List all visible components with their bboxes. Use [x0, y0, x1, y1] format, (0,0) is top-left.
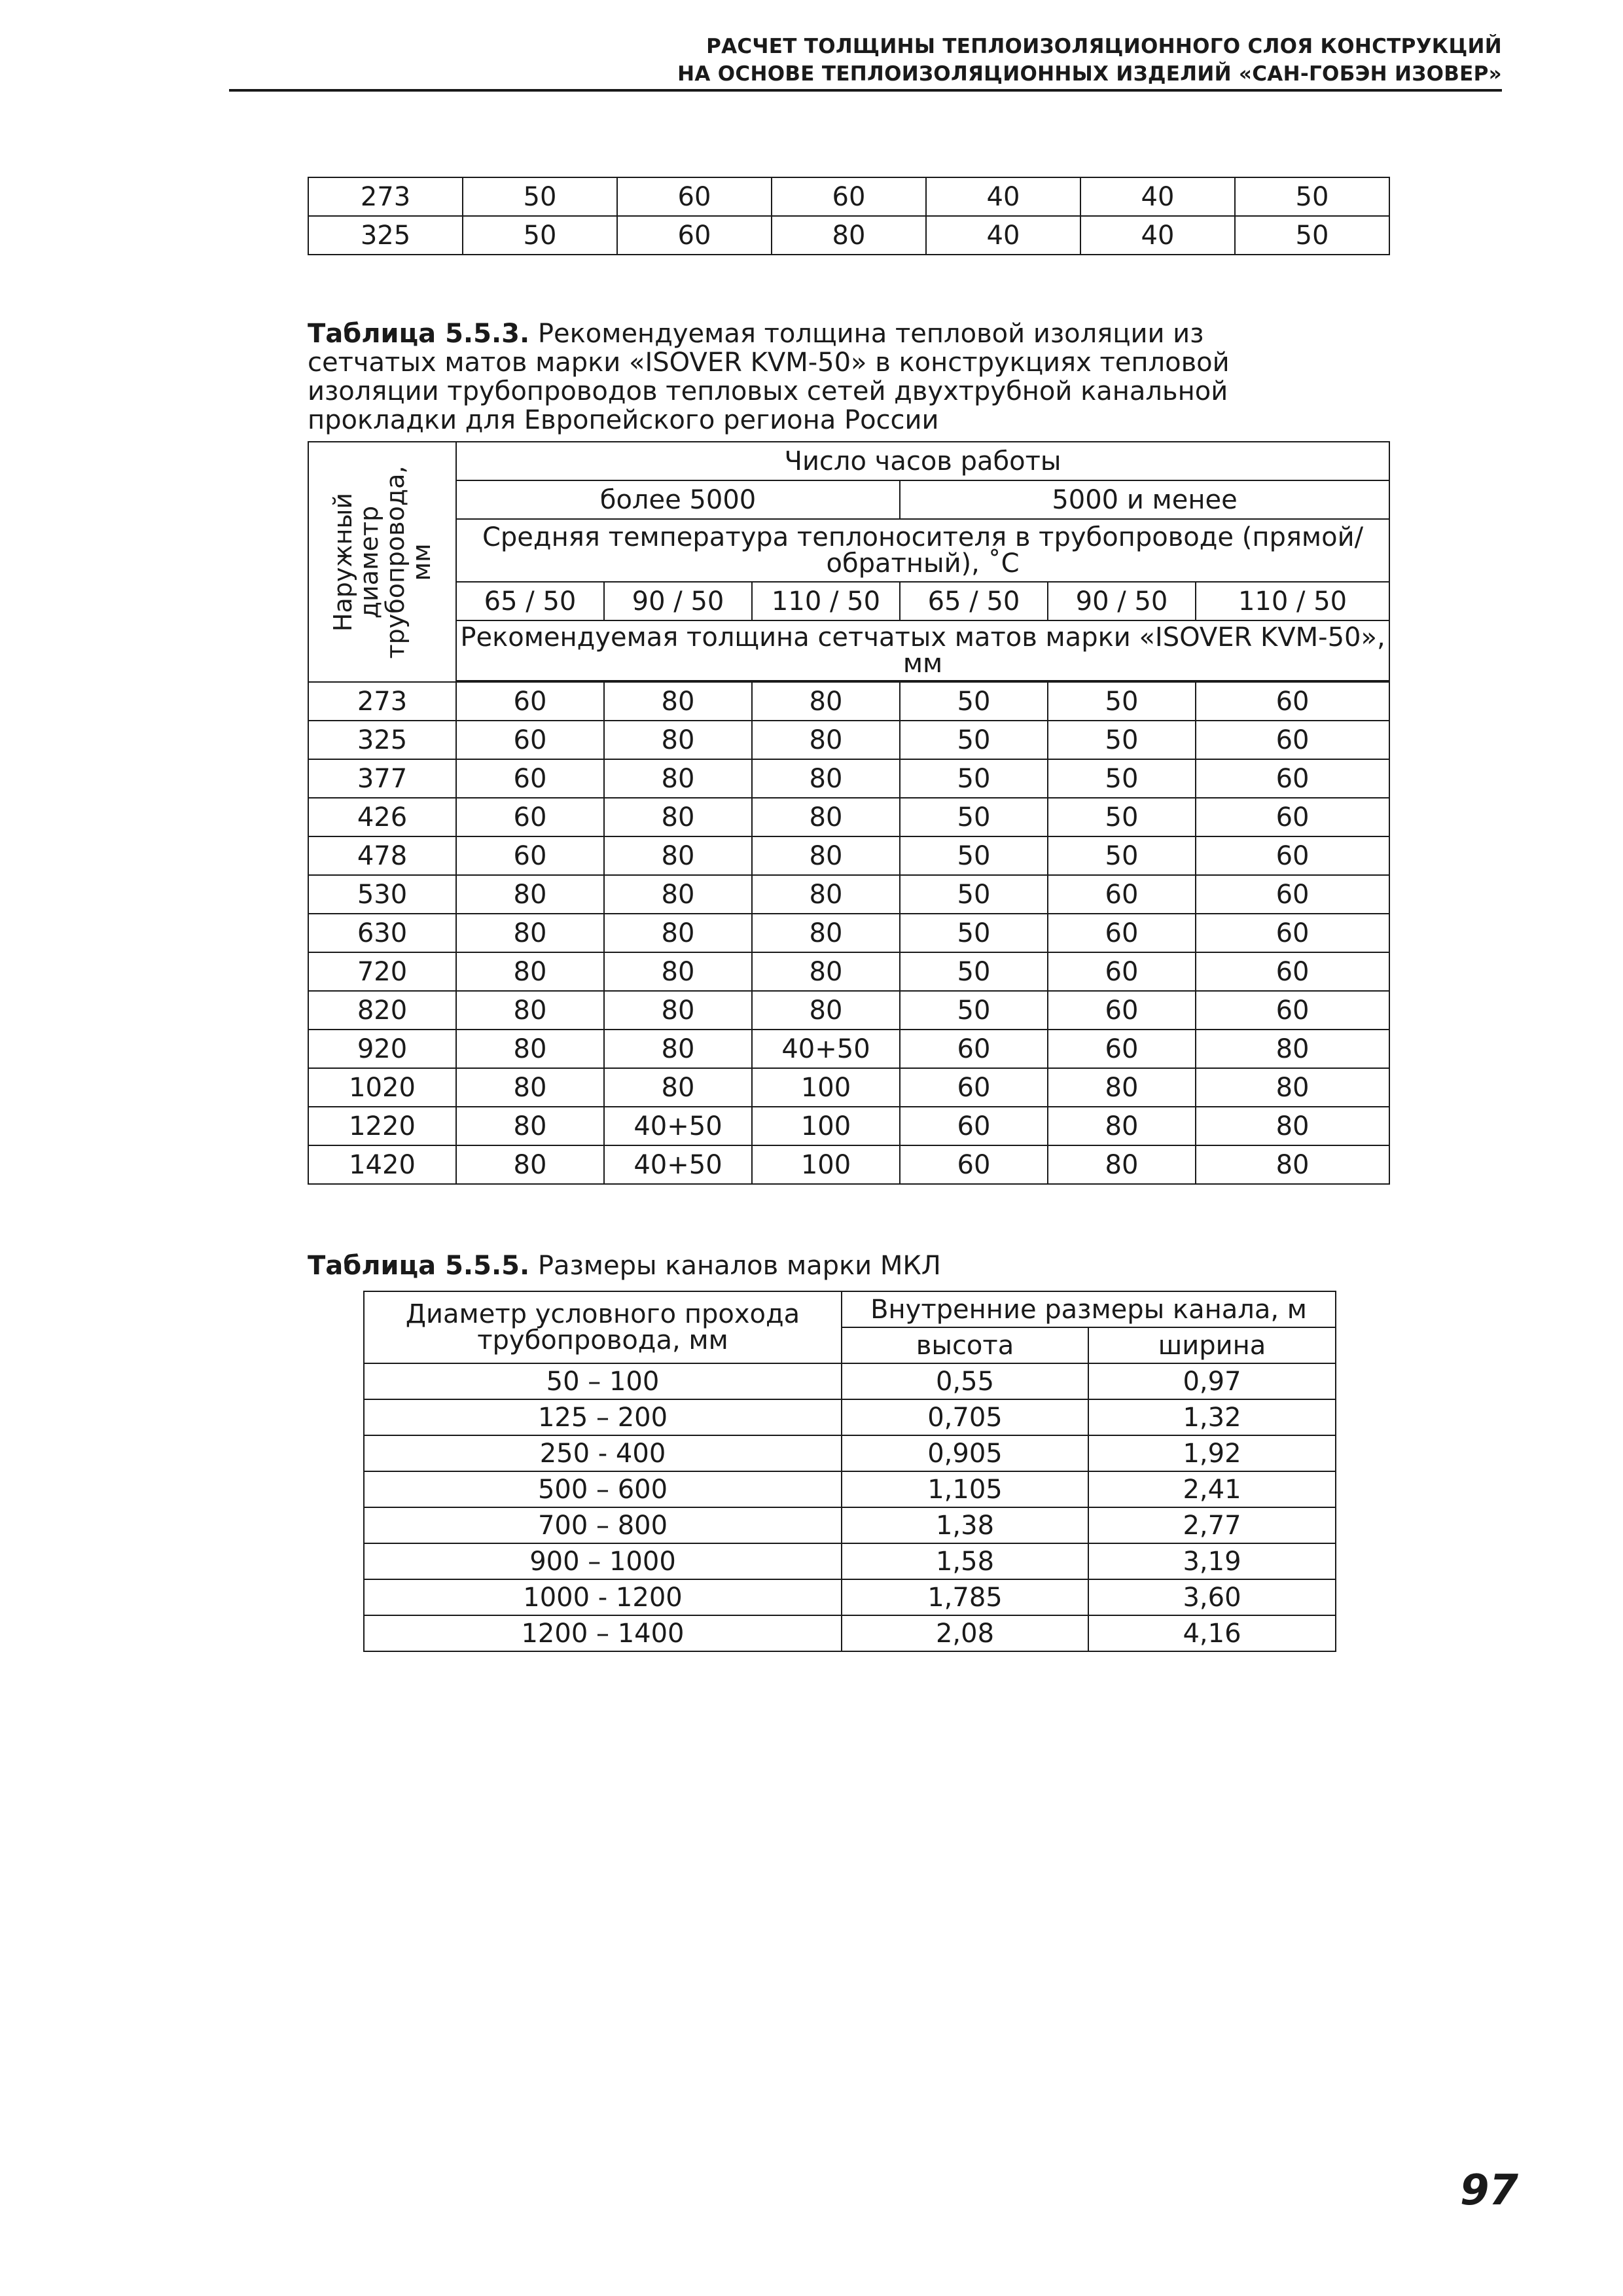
table-cell: 2,08: [842, 1615, 1088, 1651]
table-cell: 40+50: [604, 1145, 752, 1184]
table-cell: 50: [1048, 836, 1196, 875]
table-cell: 1,58: [842, 1543, 1088, 1579]
table-cell: 80: [752, 836, 900, 875]
table-cell: 60: [456, 759, 604, 798]
table-cell: 1220: [308, 1107, 456, 1145]
table-cell: 60: [456, 798, 604, 836]
table-cell: 377: [308, 759, 456, 798]
table-cell: 80: [604, 991, 752, 1030]
table-cell: 80: [604, 721, 752, 759]
table-cell: 0,97: [1088, 1363, 1336, 1399]
table-555: [363, 1291, 1336, 1652]
header-rule: [229, 89, 1502, 92]
table-cell: 60: [1196, 952, 1389, 991]
table-row: [308, 836, 1389, 875]
table-cell: 60: [900, 1107, 1048, 1145]
table-cell: 80: [752, 682, 900, 721]
table-553: [308, 441, 1390, 1185]
table-555-caption-text: Размеры каналов марки МКЛ: [529, 1251, 941, 1281]
table-cell: 80: [456, 1068, 604, 1107]
table-row: [308, 177, 1389, 216]
table-cell: 1,785: [842, 1579, 1088, 1615]
table-row: [364, 1363, 1336, 1399]
table-cell: 80: [456, 1145, 604, 1184]
table-cell: 80: [456, 1107, 604, 1145]
table-cell: 530: [308, 875, 456, 914]
temperature-column-header: 110 / 50: [1196, 582, 1389, 620]
table-cell: 50: [900, 721, 1048, 759]
table-cell: 80: [1196, 1030, 1389, 1068]
table-cell: 1200 – 1400: [364, 1615, 842, 1651]
table-cell: 426: [308, 798, 456, 836]
table-cell: 60: [1048, 991, 1196, 1030]
table-cell: 0,905: [842, 1435, 1088, 1471]
table-row: [364, 1507, 1336, 1543]
table-cell: 80: [772, 216, 926, 255]
table-cell: 80: [1196, 1068, 1389, 1107]
table-cell: 125 – 200: [364, 1399, 842, 1435]
table-cell: 325: [308, 721, 456, 759]
table-cell: 80: [604, 759, 752, 798]
table-cell: 80: [456, 914, 604, 952]
table-cell: 80: [456, 875, 604, 914]
table-cell: 250 - 400: [364, 1435, 842, 1471]
table-cell: 273: [308, 682, 456, 721]
table-cell: 80: [604, 682, 752, 721]
table-cell: 80: [604, 1030, 752, 1068]
table-cell: 50: [900, 914, 1048, 952]
table-cell: 900 – 1000: [364, 1543, 842, 1579]
table-row: [308, 798, 1389, 836]
table-cell: 1000 - 1200: [364, 1579, 842, 1615]
table-row: [364, 1543, 1336, 1579]
table-cell: 80: [604, 952, 752, 991]
table-cell: 50: [463, 177, 617, 216]
table-row: [308, 875, 1389, 914]
table-555-caption: [308, 1251, 1289, 1280]
table-row: [364, 1579, 1336, 1615]
table-cell: 80: [456, 952, 604, 991]
table-row: [364, 1435, 1336, 1471]
hours-header: Число часов работы: [456, 442, 1389, 480]
table-cell: 50: [1235, 177, 1389, 216]
table-cell: 0,705: [842, 1399, 1088, 1435]
table-cell: 60: [1048, 914, 1196, 952]
table-row: [364, 1615, 1336, 1651]
table-cell: 80: [604, 798, 752, 836]
table-cell: 80: [1048, 1145, 1196, 1184]
table-cell: 60: [617, 177, 772, 216]
table-cell: 80: [1048, 1068, 1196, 1107]
table-cell: 80: [752, 875, 900, 914]
table-cell: 80: [604, 836, 752, 875]
table-553-caption-label: Таблица 5.5.3.: [308, 319, 530, 349]
width-header: ширина: [1088, 1327, 1336, 1363]
table-row: [308, 1030, 1389, 1068]
table-cell: 1,92: [1088, 1435, 1336, 1471]
table-cell: 920: [308, 1030, 456, 1068]
table-cell: 60: [900, 1030, 1048, 1068]
thickness-header: Рекомендуемая толщина сетчатых матов марки «ISOVER KVM-50», мм: [456, 620, 1389, 681]
table-cell: 60: [1196, 914, 1389, 952]
table-cell: 40+50: [604, 1107, 752, 1145]
table-row: [308, 1107, 1389, 1145]
table-cell: 50: [1235, 216, 1389, 255]
table-row: [308, 721, 1389, 759]
height-header: высота: [842, 1327, 1088, 1363]
diameter-column-header-text: Наружный диаметр трубопровода, мм: [329, 465, 436, 658]
table-cell: 60: [617, 216, 772, 255]
table-cell: 60: [456, 682, 604, 721]
table-cell: 50: [1048, 682, 1196, 721]
table-cell: 40: [1080, 216, 1235, 255]
temperature-column-header: 65 / 50: [456, 582, 604, 620]
table-row: [308, 682, 1389, 721]
table-cell: 60: [772, 177, 926, 216]
table-553-caption: [308, 319, 1309, 435]
table-553-caption-text: Рекомендуемая толщина тепловой изоляции из сетчатых матов марки «ISOVER KVM-50» в конструкциях тепловой изоляции трубопроводов тепловых сетей двухтрубной канальной прокладки для Европейского региона России: [308, 319, 1230, 435]
table-cell: 820: [308, 991, 456, 1030]
table-cell: 80: [752, 721, 900, 759]
table-cell: 60: [1196, 721, 1389, 759]
table-row: [364, 1471, 1336, 1507]
table-cell: 100: [752, 1145, 900, 1184]
table-cell: 3,19: [1088, 1543, 1336, 1579]
continued-table: [308, 177, 1390, 255]
diameter-column-header: [308, 442, 456, 682]
table-row: [364, 1399, 1336, 1435]
table-cell: 40: [926, 177, 1080, 216]
table-cell: 325: [308, 216, 463, 255]
table-cell: 100: [752, 1068, 900, 1107]
table-row: [308, 914, 1389, 952]
table-cell: 80: [1048, 1107, 1196, 1145]
table-cell: 60: [1048, 875, 1196, 914]
table-cell: 40: [926, 216, 1080, 255]
running-header: [229, 33, 1502, 93]
table-cell: 630: [308, 914, 456, 952]
table-cell: 60: [1196, 991, 1389, 1030]
table-cell: 60: [900, 1145, 1048, 1184]
table-cell: 80: [456, 991, 604, 1030]
table-row: [308, 216, 1389, 255]
table-cell: 50: [900, 952, 1048, 991]
table-cell: 80: [752, 991, 900, 1030]
table-cell: 50: [900, 798, 1048, 836]
table-cell: 60: [1196, 682, 1389, 721]
table-cell: 80: [1196, 1107, 1389, 1145]
table-555-caption-label: Таблица 5.5.5.: [308, 1251, 530, 1281]
temperature-header: Средняя температура теплоносителя в трубопроводе (прямой/обратный), ˚С: [456, 519, 1389, 582]
table-cell: 40: [1080, 177, 1235, 216]
table-cell: 80: [752, 952, 900, 991]
hours-less-header: 5000 и менее: [900, 480, 1389, 519]
table-cell: 50: [1048, 798, 1196, 836]
table-row: [308, 952, 1389, 991]
table-cell: 2,77: [1088, 1507, 1336, 1543]
table-cell: 80: [752, 759, 900, 798]
table-cell: 80: [604, 1068, 752, 1107]
table-cell: 50: [1048, 759, 1196, 798]
temperature-column-header: 65 / 50: [900, 582, 1048, 620]
header-line-2: НА ОСНОВЕ ТЕПЛОИЗОЛЯЦИОННЫХ ИЗДЕЛИЙ «САН-ГОБЭН ИЗОВЕР»: [677, 62, 1502, 86]
table-cell: 60: [900, 1068, 1048, 1107]
table-cell: 60: [1196, 875, 1389, 914]
table-cell: 100: [752, 1107, 900, 1145]
table-cell: 50: [900, 759, 1048, 798]
table-cell: 80: [604, 875, 752, 914]
table-cell: 80: [604, 914, 752, 952]
table-cell: 1420: [308, 1145, 456, 1184]
table-cell: 1,105: [842, 1471, 1088, 1507]
page-number: 97: [1459, 2166, 1518, 2215]
table-cell: 60: [1196, 759, 1389, 798]
hours-more-header: более 5000: [456, 480, 900, 519]
header-line-1: РАСЧЕТ ТОЛЩИНЫ ТЕПЛОИЗОЛЯЦИОННОГО СЛОЯ КОНСТРУКЦИЙ: [706, 35, 1502, 58]
table-row: [308, 1145, 1389, 1184]
table-cell: 50: [900, 875, 1048, 914]
table-row: [308, 759, 1389, 798]
table-cell: 1,38: [842, 1507, 1088, 1543]
table-cell: 60: [1196, 798, 1389, 836]
table-cell: 3,60: [1088, 1579, 1336, 1615]
table-cell: 4,16: [1088, 1615, 1336, 1651]
temperature-column-header: 110 / 50: [752, 582, 900, 620]
inner-sizes-header: Внутренние размеры канала, м: [842, 1291, 1336, 1327]
table-cell: 50: [463, 216, 617, 255]
table-cell: 500 – 600: [364, 1471, 842, 1507]
temperature-column-header: 90 / 50: [604, 582, 752, 620]
table-cell: 50: [1048, 721, 1196, 759]
table-cell: 40+50: [752, 1030, 900, 1068]
table-cell: 80: [1196, 1145, 1389, 1184]
table-cell: 60: [456, 721, 604, 759]
table-cell: 50: [900, 836, 1048, 875]
table-cell: 478: [308, 836, 456, 875]
table-cell: 60: [1048, 1030, 1196, 1068]
table-cell: 60: [1048, 952, 1196, 991]
table-cell: 700 – 800: [364, 1507, 842, 1543]
table-cell: 80: [456, 1030, 604, 1068]
table-cell: 1,32: [1088, 1399, 1336, 1435]
table-cell: 50 – 100: [364, 1363, 842, 1399]
table-cell: 60: [456, 836, 604, 875]
table-cell: 0,55: [842, 1363, 1088, 1399]
table-row: [308, 1068, 1389, 1107]
table-cell: 60: [1196, 836, 1389, 875]
table-cell: 80: [752, 798, 900, 836]
table-cell: 50: [900, 682, 1048, 721]
table-cell: 1020: [308, 1068, 456, 1107]
table-row: [308, 991, 1389, 1030]
table-cell: 720: [308, 952, 456, 991]
table-cell: 2,41: [1088, 1471, 1336, 1507]
channel-diameter-header: Диаметр условного прохода трубопровода, мм: [364, 1291, 842, 1363]
temperature-column-header: 90 / 50: [1048, 582, 1196, 620]
table-cell: 273: [308, 177, 463, 216]
table-cell: 80: [752, 914, 900, 952]
table-cell: 50: [900, 991, 1048, 1030]
